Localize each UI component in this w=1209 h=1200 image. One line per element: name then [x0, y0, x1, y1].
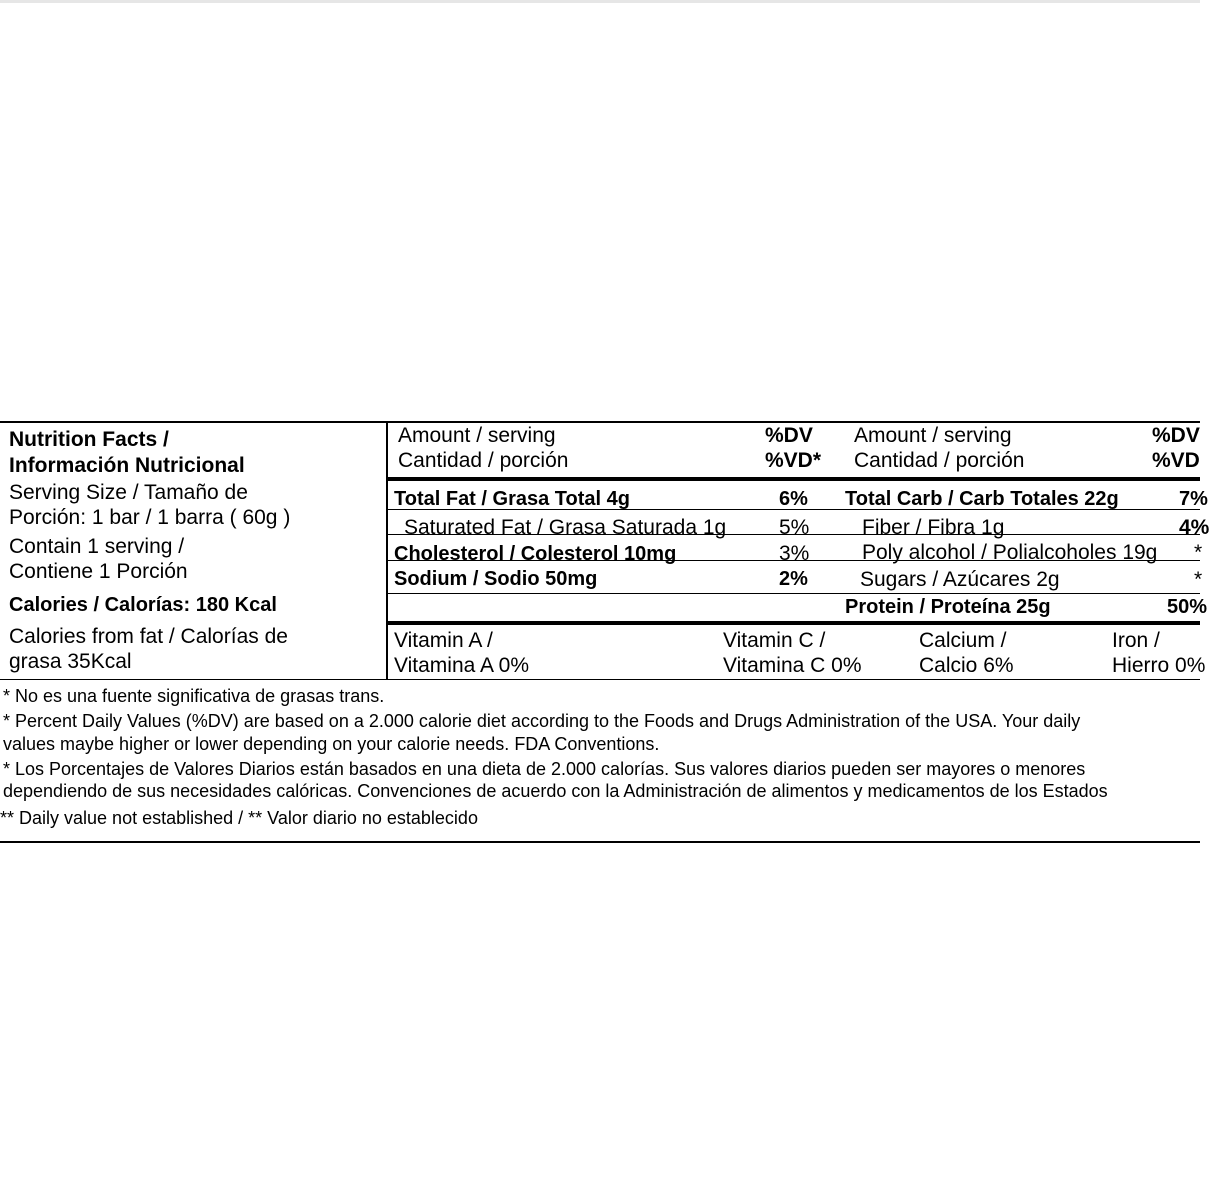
footnote-dv-es-2: dependiendo de sus necesidades calóricas. Convenciones de acuerdo con la Administración de alimentos y medicamentos de los Estados: [3, 781, 1108, 801]
nutrient-total-fat-dv: 6%: [779, 488, 808, 510]
header-dv: %DV: [765, 424, 813, 447]
label-bottom-rule: [0, 841, 1200, 843]
nutrient-sodium: Sodium / Sodio 50mg: [394, 568, 598, 590]
calcium-label: Calcium /: [919, 629, 1007, 652]
vitamin-a-label: Vitamin A /: [394, 629, 493, 652]
title-es: Información Nutricional: [9, 454, 245, 477]
footnote-dv-es-1: * Los Porcentajes de Valores Diarios están basados en una dieta de 2.000 calorías. Sus valores diarios pueden ser mayores o menores: [3, 759, 1086, 779]
serving-size-line-1: Serving Size / Tamaño de: [9, 481, 248, 504]
nutrient-poly-alcohol-dv: *: [1194, 541, 1203, 564]
nutrient-total-carb-dv: 7%: [1179, 488, 1208, 510]
header-amount: Amount / serving: [398, 424, 556, 447]
calories-from-fat-line-1: Calories from fat / Calorías de: [9, 625, 288, 648]
calcium-value: Calcio 6%: [919, 654, 1014, 677]
servings-line-2: Contiene 1 Porción: [9, 560, 188, 583]
footnote-dv-en-2: values maybe higher or lower depending on your calorie needs. FDA Conventions.: [3, 734, 660, 754]
vitamin-a-value: Vitamina A 0%: [394, 654, 530, 677]
header-amount-2: Amount / serving: [854, 424, 1012, 447]
nutrient-poly-alcohol: Poly alcohol / Polialcoholes 19g: [862, 541, 1158, 564]
nutrient-fiber: Fiber / Fibra 1g: [862, 516, 1005, 539]
nutrient-protein-dv: 50%: [1167, 596, 1208, 618]
nutrient-fiber-dv: 4%: [1179, 516, 1209, 539]
footnote-not-established: ** Daily value not established / ** Valor diario no establecido: [0, 808, 478, 828]
nutrient-saturated-fat-dv: 5%: [779, 516, 810, 539]
vitamins-rule: [388, 621, 1200, 625]
header-rule: [388, 477, 1200, 481]
nutrient-total-fat: Total Fat / Grasa Total 4g: [394, 488, 630, 510]
column-divider: [386, 421, 388, 680]
header-cantidad-2: Cantidad / porción: [854, 449, 1025, 472]
serving-size-line-2: Porción: 1 bar / 1 barra ( 60g ): [9, 506, 291, 529]
iron-label: Iron /: [1112, 629, 1160, 652]
vitamin-c-value: Vitamina C 0%: [723, 654, 862, 677]
iron-value: Hierro 0%: [1112, 654, 1206, 677]
label-top-rule: [0, 421, 1200, 423]
footnote-trans-fat: * No es una fuente significativa de grasas trans.: [3, 686, 385, 706]
title-en: Nutrition Facts /: [9, 428, 169, 451]
row-rule: [388, 593, 1200, 594]
nutrient-sodium-dv: 2%: [779, 568, 808, 590]
footnote-rule: [0, 679, 1200, 680]
nutrient-cholesterol: Cholesterol / Colesterol 10mg: [394, 543, 677, 565]
servings-line-1: Contain 1 serving /: [9, 535, 185, 558]
nutrition-label: [0, 421, 1209, 843]
calories-from-fat-line-2: grasa 35Kcal: [9, 650, 132, 673]
calories: Calories / Calorías: 180 Kcal: [9, 594, 277, 616]
header-dv-2: %DV: [1152, 424, 1200, 447]
nutrient-cholesterol-dv: 3%: [779, 542, 810, 565]
header-vd: %VD*: [765, 449, 822, 472]
nutrient-total-carb: Total Carb / Carb Totales 22g: [845, 488, 1119, 510]
header-cantidad: Cantidad / porción: [398, 449, 569, 472]
nutrient-saturated-fat: Saturated Fat / Grasa Saturada 1g: [404, 516, 727, 539]
nutrient-sugars-dv: *: [1194, 568, 1203, 591]
top-border: [0, 0, 1200, 3]
header-vd-2: %VD: [1152, 449, 1200, 472]
nutrient-sugars: Sugars / Azúcares 2g: [860, 568, 1060, 591]
nutrient-protein: Protein / Proteína 25g: [845, 596, 1051, 618]
footnote-dv-en-1: * Percent Daily Values (%DV) are based on a 2.000 calorie diet according to the Foods and Drugs Administration of the USA. Your daily: [3, 711, 1081, 731]
vitamin-c-label: Vitamin C /: [723, 629, 826, 652]
